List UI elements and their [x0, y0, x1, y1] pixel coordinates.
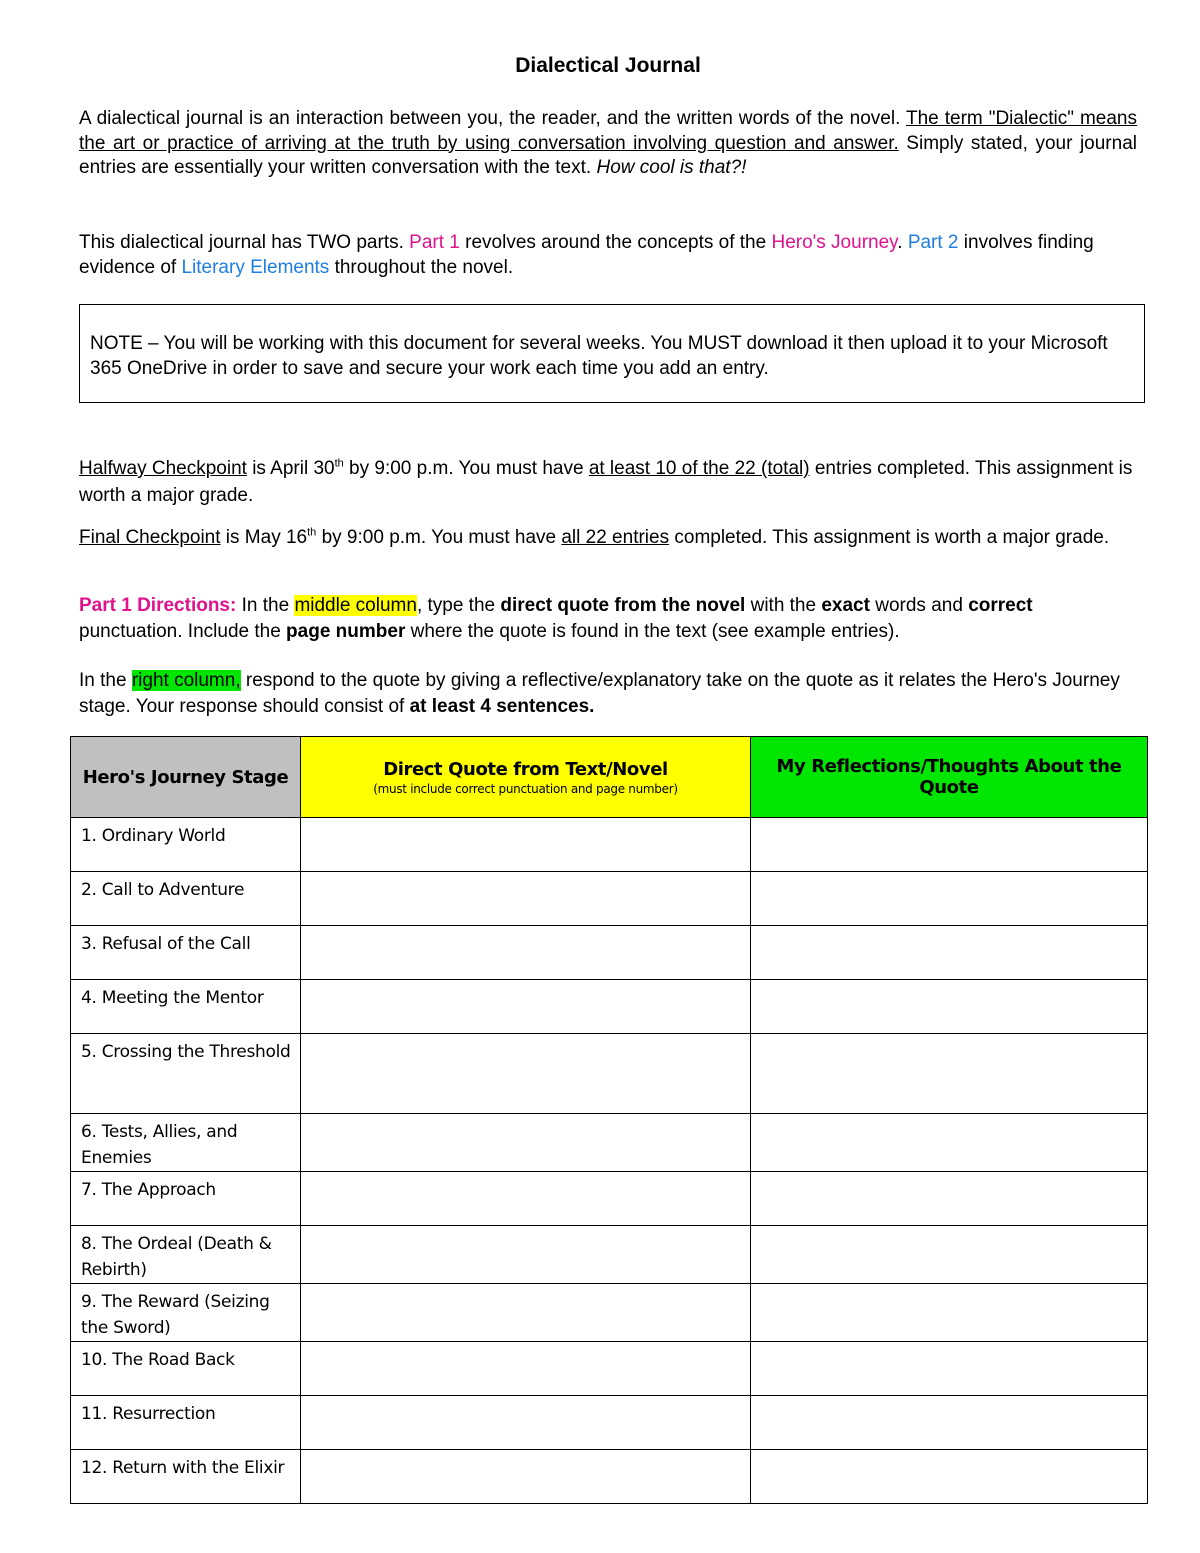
stage-label: 11. Resurrection	[71, 1396, 301, 1450]
reflection-cell[interactable]	[751, 926, 1148, 980]
table-row	[71, 1396, 1148, 1450]
stage-label: 9. The Reward (Seizing the Sword)	[71, 1284, 301, 1342]
header-reflections: My Reflections/Thoughts About the Quote	[751, 737, 1148, 818]
final-requirement: all 22 entries	[561, 527, 670, 548]
reflection-cell[interactable]	[751, 1284, 1148, 1342]
stage-label: 12. Return with the Elixir	[71, 1450, 301, 1504]
directions-heading: Part 1 Directions:	[79, 595, 237, 616]
part1-directions: Part 1 Directions: In the middle column, type the direct quote from the novel with the exact words and correct punctuation. Include the page number where the quote is found in the text (see example entries).	[79, 595, 1033, 642]
reflection-cell[interactable]	[751, 1172, 1148, 1226]
stage-label: 10. The Road Back	[71, 1342, 301, 1396]
reflection-cell[interactable]	[751, 1396, 1148, 1450]
right-column-directions: In the right column, respond to the quote by giving a reflective/explanatory take on the quote as it relates the Hero's Journey stage. Your response should consist of at least 4 sentences.	[79, 670, 1120, 717]
stage-label: 1. Ordinary World	[71, 818, 301, 872]
reflection-cell[interactable]	[751, 980, 1148, 1034]
table-row	[71, 1226, 1148, 1284]
header-quote: Direct Quote from Text/Novel (must include correct punctuation and page number)	[301, 737, 751, 818]
stage-label: 7. The Approach	[71, 1172, 301, 1226]
quote-cell[interactable]	[301, 1396, 751, 1450]
table-row	[71, 872, 1148, 926]
middle-column-highlight: middle column	[294, 595, 417, 616]
quote-cell[interactable]	[301, 1226, 751, 1284]
note-box: NOTE – You will be working with this document for several weeks. You MUST download it then upload it to your Microsoft 365 OneDrive in order to save and secure your work each time you add an entry.	[79, 304, 1145, 403]
table-row	[71, 1172, 1148, 1226]
quote-cell[interactable]	[301, 1284, 751, 1342]
right-column-highlight: right column,	[131, 670, 241, 691]
table-row	[71, 1450, 1148, 1504]
stage-label: 8. The Ordeal (Death & Rebirth)	[71, 1226, 301, 1284]
quote-cell[interactable]	[301, 1114, 751, 1172]
quote-cell[interactable]	[301, 1034, 751, 1114]
quote-cell[interactable]	[301, 980, 751, 1034]
heros-journey-label: Hero's Journey	[771, 232, 898, 253]
heros-journey-table	[70, 736, 1148, 1504]
intro-paragraph: A dialectical journal is an interaction between you, the reader, and the written words of the novel. The term "Dialectic" means the art or practice of arriving at the truth by using conversation involving question and answer. Simply stated, your journal entries are essentially your written conversation with the text. How cool is that?!	[79, 108, 1137, 178]
reflection-cell[interactable]	[751, 1114, 1148, 1172]
how-cool-text: How cool is that?!	[596, 157, 747, 178]
table-row	[71, 1034, 1148, 1114]
quote-cell[interactable]	[301, 818, 751, 872]
table-row	[71, 1284, 1148, 1342]
final-label: Final Checkpoint	[79, 527, 221, 548]
table-row	[71, 818, 1148, 872]
quote-cell[interactable]	[301, 1450, 751, 1504]
reflection-cell[interactable]	[751, 872, 1148, 926]
halfway-requirement: at least 10 of the 22 (total)	[588, 458, 810, 479]
quote-cell[interactable]	[301, 1342, 751, 1396]
quote-cell[interactable]	[301, 926, 751, 980]
reflection-cell[interactable]	[751, 1034, 1148, 1114]
final-checkpoint: Final Checkpoint is May 16th by 9:00 p.m. You must have all 22 entries completed. This assignment is worth a major grade.	[79, 526, 1110, 548]
table-row	[71, 980, 1148, 1034]
header-stage: Hero's Journey Stage	[71, 737, 301, 818]
dialectic-definition: The term "Dialectic" means the art or practice of arriving at the truth by using conversation involving question and answer.	[79, 108, 1137, 154]
table-row	[71, 1342, 1148, 1396]
halfway-label: Halfway Checkpoint	[79, 458, 247, 479]
page-title: Dialectical Journal	[515, 54, 701, 77]
stage-label: 5. Crossing the Threshold	[71, 1034, 301, 1114]
table-header-row	[71, 737, 1148, 818]
stage-label: 6. Tests, Allies, and Enemies	[71, 1114, 301, 1172]
part2-label: Part 2	[907, 232, 959, 253]
reflection-cell[interactable]	[751, 1226, 1148, 1284]
stage-label: 2. Call to Adventure	[71, 872, 301, 926]
halfway-checkpoint: Halfway Checkpoint is April 30th by 9:00 p.m. You must have at least 10 of the 22 (total) entries completed. This assignment is worth a major grade.	[79, 457, 1133, 506]
reflection-cell[interactable]	[751, 818, 1148, 872]
literary-elements-label: Literary Elements	[181, 256, 330, 278]
stage-label: 4. Meeting the Mentor	[71, 980, 301, 1034]
quote-cell[interactable]	[301, 872, 751, 926]
table-row	[71, 1114, 1148, 1172]
stage-label: 3. Refusal of the Call	[71, 926, 301, 980]
reflection-cell[interactable]	[751, 1342, 1148, 1396]
part1-label: Part 1	[409, 232, 460, 253]
reflection-cell[interactable]	[751, 1450, 1148, 1504]
table-row	[71, 926, 1148, 980]
parts-paragraph: This dialectical journal has TWO parts. Part 1 revolves around the concepts of the Hero's Journey. Part 2 involves finding evidence of Literary Elements throughout the novel.	[79, 232, 1094, 278]
header-quote-sub: (must include correct punctuation and page number)	[373, 781, 678, 796]
quote-cell[interactable]	[301, 1172, 751, 1226]
